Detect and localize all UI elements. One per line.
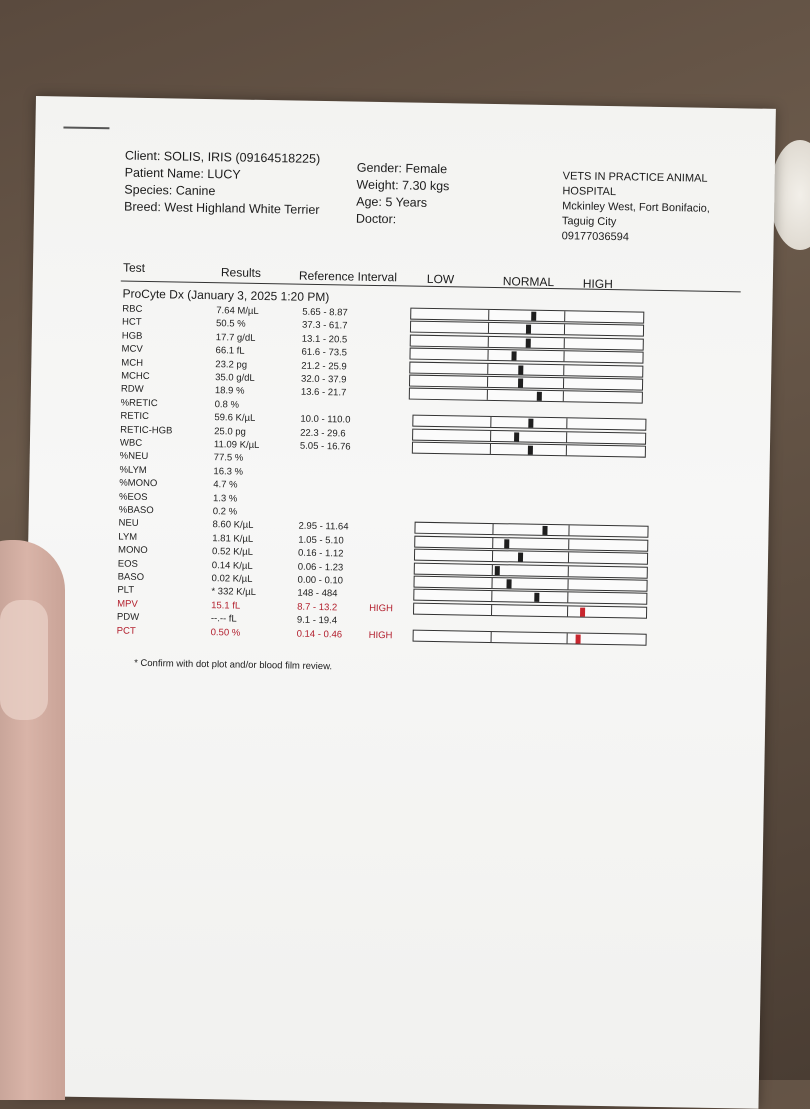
test-name: MONO: [117, 544, 148, 557]
reference-interval: 61.6 - 73.5: [301, 346, 348, 359]
test-name: HCT: [121, 316, 142, 329]
test-name: PDW: [116, 611, 140, 624]
reference-interval: 9.1 - 19.4: [296, 614, 338, 627]
test-name: WBC: [119, 437, 143, 449]
hospital-name-2: HOSPITAL: [562, 185, 617, 199]
range-marker: [528, 419, 533, 428]
reference-interval: 13.1 - 20.5: [301, 333, 348, 346]
flag: HIGH: [369, 602, 393, 615]
patient-details: [356, 160, 450, 230]
col-test: Test: [122, 260, 146, 275]
result-value: 1.3 %: [212, 492, 238, 505]
test-name: PLT: [117, 584, 135, 597]
reference-interval: 10.0 - 110.0: [300, 413, 351, 426]
result-value: 23.2 pg: [215, 358, 248, 371]
hospital-phone: 09177036594: [561, 230, 630, 244]
test-name: %MONO: [119, 477, 158, 490]
breed: Breed: West Highland White Terrier: [123, 199, 320, 217]
reference-interval: 0.00 - 0.10: [297, 574, 344, 587]
col-high: HIGH: [582, 276, 613, 292]
result-value: 50.5 %: [215, 318, 246, 331]
range-marker: [518, 378, 523, 387]
test-name: RETIC-HGB: [120, 424, 173, 437]
range-marker: [531, 312, 536, 321]
col-normal: NORMAL: [502, 274, 555, 290]
test-name: RBC: [122, 303, 143, 315]
result-value: 35.0 g/dL: [215, 372, 255, 384]
reference-interval: 2.95 - 11.64: [298, 521, 349, 533]
lab-report-paper: [19, 96, 776, 1109]
client-name: Client: SOLIS, IRIS (09164518225): [124, 148, 321, 166]
test-name: MCH: [121, 357, 144, 369]
result-value: 15.1 fL: [211, 599, 241, 612]
range-marker: [534, 593, 539, 602]
col-reference: Reference Interval: [298, 268, 398, 285]
range-marker: [526, 338, 531, 347]
range-marker: [526, 325, 531, 334]
col-results: Results: [220, 265, 262, 280]
range-marker: [518, 553, 523, 562]
test-name: %EOS: [118, 491, 148, 503]
result-value: 0.52 K/µL: [211, 546, 254, 559]
result-value: 7.64 M/µL: [216, 305, 259, 317]
range-marker: [575, 634, 580, 643]
reference-interval: 37.3 - 61.7: [301, 320, 348, 332]
test-name: %BASO: [118, 504, 154, 517]
result-value: 59.6 K/µL: [214, 412, 256, 425]
flag: HIGH: [368, 629, 393, 641]
doctor: Doctor:: [355, 211, 397, 227]
reference-interval: 1.05 - 5.10: [298, 534, 344, 547]
thumb-nail: [0, 600, 48, 720]
result-value: * 332 K/µL: [211, 586, 257, 599]
test-name: MCV: [121, 343, 143, 356]
range-marker: [506, 579, 511, 588]
test-name: RETIC: [120, 410, 150, 423]
test-name: NEU: [118, 517, 139, 530]
corner-mark: [63, 126, 109, 129]
result-value: 16.3 %: [213, 465, 244, 478]
reference-interval: 0.06 - 1.23: [297, 561, 344, 574]
range-marker: [518, 365, 523, 374]
patient-name: Patient Name: LUCY: [124, 165, 241, 182]
result-value: 25.0 pg: [214, 425, 246, 438]
reference-interval: 0.16 - 1.12: [297, 547, 344, 560]
test-name: HGB: [121, 330, 143, 342]
test-name: %NEU: [119, 450, 149, 463]
range-marker: [542, 526, 547, 535]
reference-interval: 0.14 - 0.46: [296, 628, 343, 641]
result-value: 8.60 K/µL: [212, 519, 254, 532]
reference-interval: 13.6 - 21.7: [300, 387, 347, 399]
result-value: 0.02 K/µL: [211, 573, 253, 585]
hospital-info: [561, 169, 710, 247]
hospital-name: VETS IN PRACTICE ANIMAL: [562, 170, 708, 185]
result-value: 17.7 g/dL: [215, 331, 256, 344]
reference-interval: 5.65 - 8.87: [302, 306, 348, 319]
range-marker: [536, 392, 541, 401]
reference-interval: 21.2 - 25.9: [301, 360, 347, 373]
test-name: %RETIC: [120, 397, 158, 409]
range-marker: [528, 446, 533, 455]
test-name: PCT: [116, 625, 136, 637]
col-low: LOW: [426, 271, 455, 287]
test-name: BASO: [117, 571, 145, 583]
result-value: 0.2 %: [212, 506, 238, 518]
footnote: * Confirm with dot plot and/or blood film review.: [134, 657, 333, 673]
result-value: 66.1 fL: [215, 345, 245, 357]
result-value: 4.7 %: [213, 479, 238, 491]
range-marker: [504, 539, 509, 548]
result-value: 0.14 K/µL: [211, 559, 253, 572]
reference-interval: 22.3 - 29.6: [300, 427, 346, 440]
result-value: 1.81 K/µL: [212, 532, 254, 545]
reference-interval: 5.05 - 16.76: [299, 440, 351, 453]
hospital-city: Taguig City: [561, 215, 617, 229]
test-name: %LYM: [119, 464, 147, 476]
panel-title: ProCyte Dx (January 3, 2025 1:20 PM): [122, 286, 330, 305]
test-name: RDW: [120, 383, 144, 396]
hospital-address: Mckinley West, Fort Bonifacio,: [562, 200, 710, 215]
result-value: --.-- fL: [210, 613, 237, 625]
range-marker: [514, 432, 519, 441]
result-value: 0.8 %: [214, 398, 240, 411]
result-value: 0.50 %: [210, 626, 241, 639]
range-marker: [580, 607, 585, 616]
gender: Gender: Female: [356, 160, 448, 177]
range-marker: [511, 352, 516, 361]
reference-interval: 148 - 484: [297, 588, 338, 600]
range-marker: [495, 566, 500, 575]
species: Species: Canine: [124, 182, 216, 199]
test-name: MCHC: [121, 370, 150, 383]
reference-interval: 8.7 - 13.2: [297, 601, 338, 614]
weight: Weight: 7.30 kgs: [356, 177, 450, 194]
client-info: [124, 148, 321, 219]
result-value: 18.9 %: [214, 385, 245, 398]
background-fluff: [770, 140, 810, 250]
result-value: 77.5 %: [213, 452, 244, 465]
test-name: LYM: [118, 531, 138, 543]
test-name: EOS: [117, 558, 139, 570]
test-name: MPV: [117, 598, 138, 610]
reference-interval: 32.0 - 37.9: [301, 373, 347, 386]
age: Age: 5 Years: [356, 194, 428, 210]
result-value: 11.09 K/µL: [213, 439, 260, 451]
